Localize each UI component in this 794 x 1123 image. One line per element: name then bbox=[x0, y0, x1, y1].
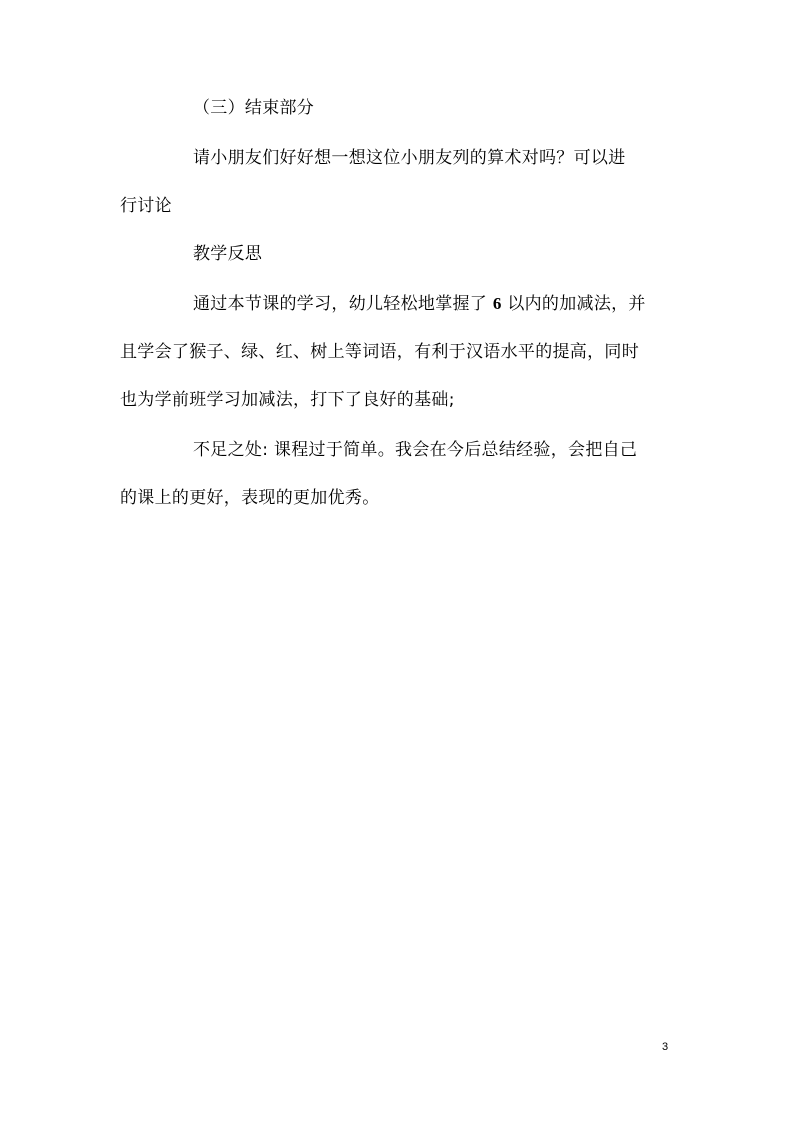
section-heading: （三）结束部分 bbox=[193, 98, 315, 118]
paragraph-3-line-3: 也为学前班学习加减法，打下了良好的基础; bbox=[120, 390, 455, 410]
paragraph-1-line-1: 请小朋友们好好想一想这位小朋友列的算术对吗？可以进 bbox=[193, 148, 626, 168]
paragraph-3-line-2: 且学会了猴子、绿、红、树上等词语，有利于汉语水平的提高，同时 bbox=[120, 342, 639, 362]
paragraph-4-line-1: 不足之处: 课程过于简单。我会在今后总结经验，会把自己 bbox=[193, 440, 638, 460]
page-number: 3 bbox=[662, 1041, 669, 1053]
paragraph-3-text-start: 通过本节课的学习，幼儿轻松地掌握了 bbox=[193, 294, 493, 314]
reflection-heading: 教学反思 bbox=[193, 244, 263, 264]
paragraph-3-line-1 bbox=[193, 294, 646, 314]
paragraph-3-number: 6 bbox=[492, 294, 502, 313]
paragraph-1-line-2: 行讨论 bbox=[120, 196, 172, 216]
paragraph-4-line-2: 的课上的更好，表现的更加优秀。 bbox=[120, 488, 380, 508]
paragraph-3-text-end: 以内的加减法，并 bbox=[501, 294, 646, 314]
